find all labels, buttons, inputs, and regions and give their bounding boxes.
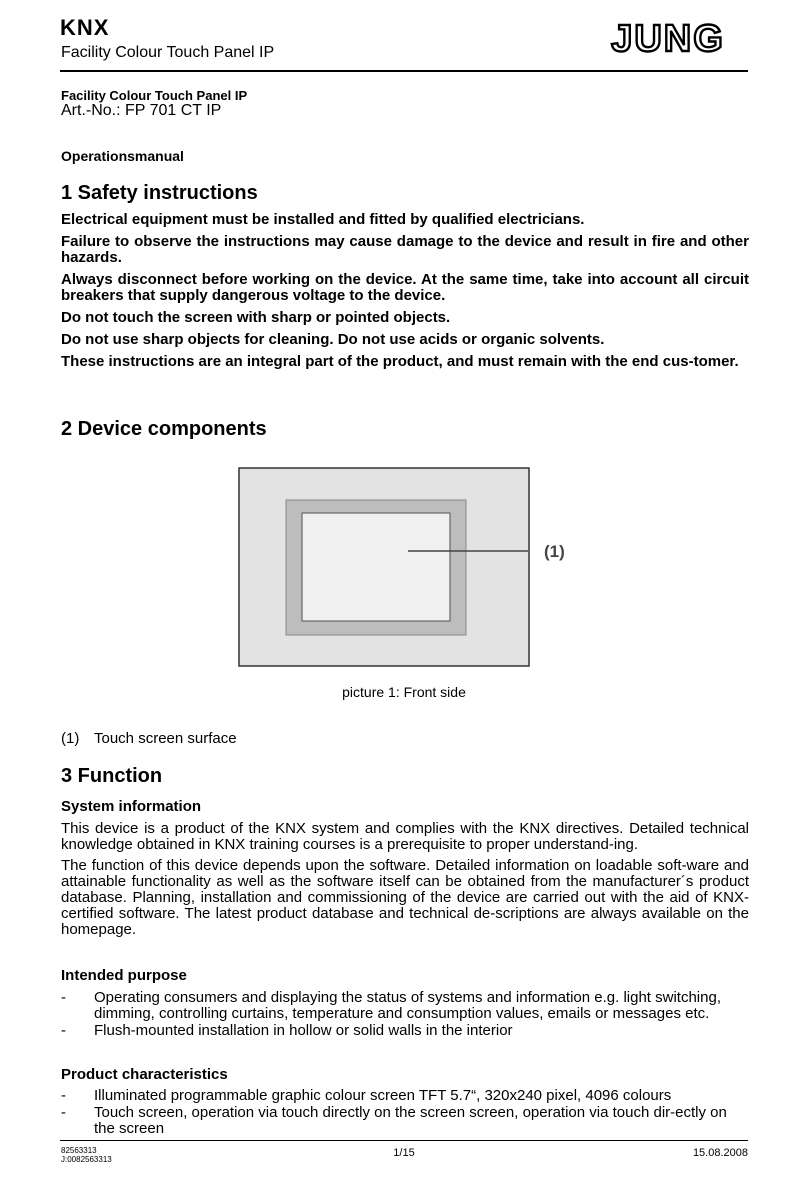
manual-label: Operationsmanual [61, 148, 184, 164]
section-1-heading: 1 Safety instructions [61, 182, 258, 204]
list-item [61, 1023, 749, 1039]
product-name: Facility Colour Touch Panel IP [61, 88, 248, 103]
dash-marker: - [61, 989, 66, 1006]
list-item-text: Operating consumers and displaying the status of systems and information e.g. light switching, dimming, controlling curtains, temperature and consumption values, emails or messages etc. [94, 989, 721, 1022]
system-information-text [61, 821, 749, 943]
dash-marker: - [61, 1022, 66, 1039]
intended-purpose-heading: Intended purpose [61, 967, 187, 984]
list-item [61, 1105, 749, 1137]
footer-code-line: J:0082563313 [61, 1155, 112, 1164]
legend-text: Touch screen surface [94, 730, 237, 747]
system-information-heading: System information [61, 798, 202, 815]
body-paragraph: The function of this device depends upon the software. Detailed information on loadable soft-ware and attainable functionality as well as the software itself can be obtained from the manufacturer´s product database. Planning, installation and commissioning of the device are carried out with the aid of KNX-certified software. The latest product database and technical de-scriptions are always available on the homepage. [61, 857, 749, 938]
intended-purpose-list [61, 990, 749, 1040]
touch-screen-surface [302, 513, 450, 621]
list-item-text: Touch screen, operation via touch directly on the screen screen, operation via touch dir-ectly on the screen [94, 1104, 727, 1137]
legend-number: (1) [61, 730, 80, 747]
safety-paragraph: Do not touch the screen with sharp or pointed objects. [61, 309, 451, 326]
product-characteristics-heading: Product characteristics [61, 1066, 228, 1083]
dash-marker: - [61, 1087, 66, 1104]
jung-logo-text: JUNG [611, 18, 725, 58]
safety-paragraph: Always disconnect before working on the device. At the same time, take into account all circuit breakers that supply dangerous voltage to the device. [61, 271, 749, 304]
knx-logo-text: KNX [60, 15, 110, 40]
safety-paragraph: Failure to observe the instructions may cause damage to the device and result in fire and other hazards. [61, 233, 749, 266]
figure-legend [61, 730, 237, 747]
safety-paragraph: Electrical equipment must be installed and fitted by qualified electricians. [61, 211, 585, 228]
dash-marker: - [61, 1104, 66, 1121]
footer-divider [60, 1140, 748, 1141]
figure-caption: picture 1: Front side [342, 684, 466, 700]
list-item-text: Flush-mounted installation in hollow or solid walls in the interior [94, 1022, 513, 1039]
callout-label: (1) [544, 542, 565, 561]
body-paragraph: This device is a product of the KNX system and complies with the KNX directives. Detailed technical knowledge obtained in KNX training courses is a prerequisite to proper understand-ing. [61, 820, 749, 853]
jung-logo [588, 18, 748, 63]
section-2-heading: 2 Device components [61, 418, 267, 440]
safety-instructions [61, 212, 749, 376]
footer-code-line: 82563313 [61, 1146, 97, 1155]
jung-logo-graphic [588, 18, 748, 58]
safety-paragraph: These instructions are an integral part of the product, and must remain with the end cus-tomer. [61, 353, 739, 370]
header-divider [60, 70, 748, 72]
list-item-text: Illuminated programmable graphic colour screen TFT 5.7“, 320x240 pixel, 4096 colours [94, 1087, 672, 1104]
header-title: Facility Colour Touch Panel IP [61, 44, 275, 61]
document-date: 15.08.2008 [692, 1147, 748, 1159]
article-number: Art.-No.: FP 701 CT IP [61, 102, 222, 119]
list-item [61, 1088, 749, 1104]
device-front-drawing [238, 467, 578, 669]
list-item [61, 990, 749, 1022]
safety-paragraph: Do not use sharp objects for cleaning. Do not use acids or organic solvents. [61, 331, 605, 348]
product-characteristics-list [61, 1088, 749, 1138]
page-number: 1/15 [393, 1147, 415, 1159]
device-front-figure [238, 467, 578, 674]
section-3-heading: 3 Function [61, 765, 163, 787]
knx-logo [60, 17, 109, 39]
